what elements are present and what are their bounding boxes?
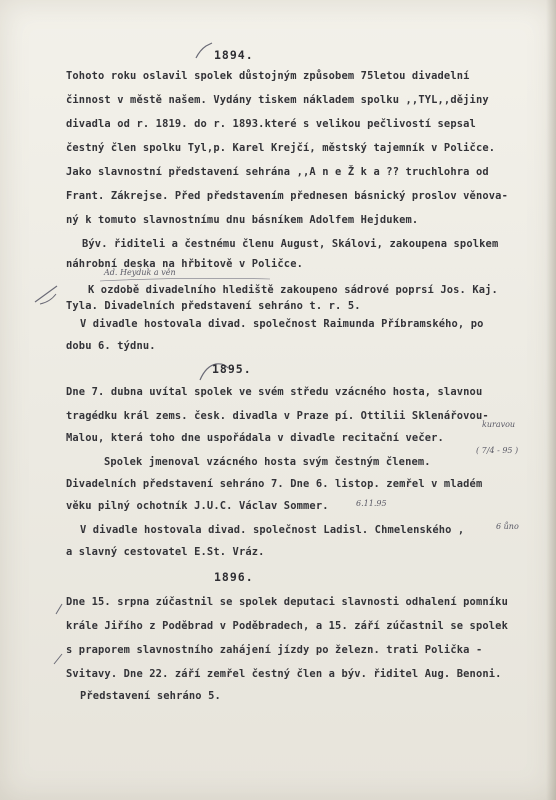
- text-line: s praporem slavnostního zahájení jízdy po železn. trati Polička -: [66, 644, 483, 656]
- text-line: V divadle hostovala divad. společnost Ladisl. Chmelenského ,: [80, 524, 465, 536]
- text-line: Malou, která toho dne uspořádala v divadle recitační večer.: [66, 432, 444, 444]
- text-line: V divadle hostovala divad. společnost Raimunda Příbramského, po: [80, 318, 484, 330]
- text-line: tragédku král zems. česk. divadla v Praze pí. Ottilii Sklenářovou-: [66, 410, 489, 422]
- text-line: Svitavy. Dne 22. září zemřel čestný člen a býv. řiditel Aug. Benoni.: [66, 668, 502, 680]
- text-line: čestný člen spolku Tyl,p. Karel Krejčí, městský tajemník v Poličce.: [66, 142, 496, 154]
- text-line: věku pilný ochotník J.U.C. Václav Sommer.: [66, 500, 329, 512]
- text-line: dobu 6. týdnu.: [66, 340, 156, 352]
- handwritten-note: ( 7/4 - 95 ): [476, 446, 519, 455]
- text-line: Spolek jmenoval vzácného hosta svým čestným členem.: [104, 456, 431, 468]
- handwritten-note: Ad. Heyduk a věn: [104, 268, 176, 277]
- text-line: Jako slavnostní představení sehrána ,,A n e Ž k a ?? truchlohra od: [66, 166, 489, 178]
- year-heading-1895: 1895.: [212, 362, 252, 376]
- text-line: náhrobní deska na hřbitově v Poličce.: [66, 258, 304, 270]
- text-line: Dne 7. dubna uvítal spolek ve svém středu vzácného hosta, slavnou: [66, 386, 483, 398]
- year-heading-1894: 1894.: [214, 48, 254, 62]
- text-line: Tyla. Divadelních představení sehráno t. r. 5.: [66, 300, 361, 312]
- handwritten-note: kuravou: [482, 420, 516, 429]
- text-line: Tohoto roku oslavil spolek důstojným způsobem 75letou divadelní: [66, 70, 470, 82]
- text-line: Frant. Zákrejse. Před představením přednesen básnický proslov věnova-: [66, 190, 508, 202]
- text-line: Divadelních představení sehráno 7. Dne 6. listop. zemřel v mladém: [66, 478, 483, 490]
- year-heading-1896: 1896.: [214, 570, 254, 584]
- text-line: Dne 15. srpna zúčastnil se spolek deputaci slavnosti odhalení pomníku: [66, 596, 508, 608]
- text-line: K ozdobě divadelního hlediště zakoupeno sádrové poprsí Jos. Kaj.: [88, 284, 498, 296]
- handwritten-note: 6 ůno: [496, 522, 519, 531]
- text-line: a slavný cestovatel E.St. Vráz.: [66, 546, 265, 558]
- text-line: Představení sehráno 5.: [80, 690, 221, 702]
- handwritten-note: 6.11.95: [356, 499, 387, 508]
- text-line: činnost v městě našem. Vydány tiskem nákladem spolku ,,TYL,,dějiny: [66, 94, 489, 106]
- text-line: divadla od r. 1819. do r. 1893.které s velikou pečlivostí sepsal: [66, 118, 476, 130]
- text-line: Býv. řiditeli a čestnému členu August, Skálovi, zakoupena spolkem: [82, 238, 499, 250]
- paper-edge-shadow: [546, 0, 556, 800]
- text-line: ný k tomuto slavnostnímu dnu básníkem Adolfem Hejdukem.: [66, 214, 419, 226]
- text-line: krále Jiřího z Poděbrad v Poděbradech, a 15. září zúčastnil se spolek: [66, 620, 508, 632]
